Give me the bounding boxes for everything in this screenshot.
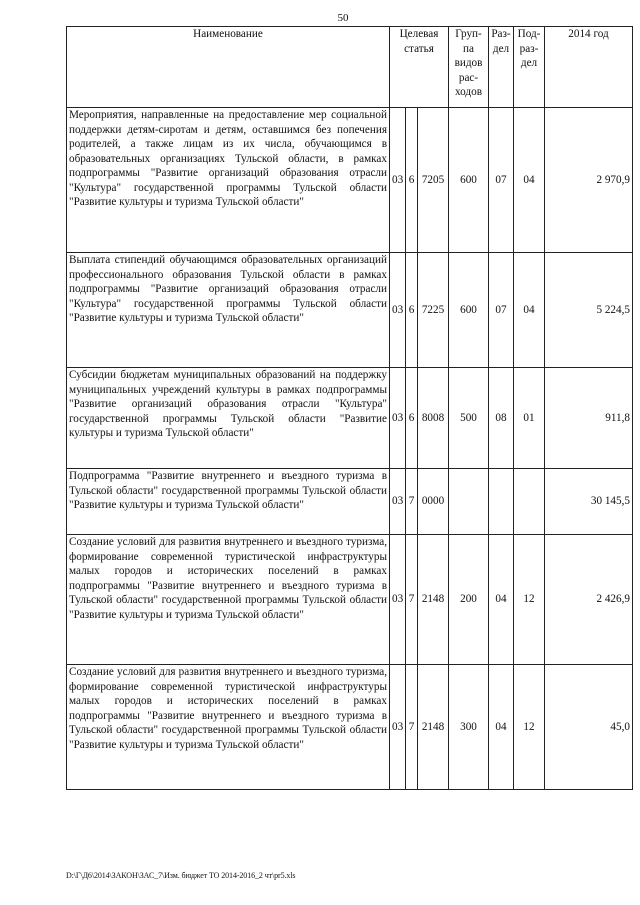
row-name: Создание условий для развития внутреннего и въездного туризма, формирование современной туристической инфраструктуры малых городов и исторических поселений в рамках подпрограммы "Развитие внутреннего и въездного туризма в Тульской области" государственной программы Тульской области "Развитие культуры и туризма Тульской области" — [67, 665, 390, 790]
row-subsection: 01 — [514, 368, 545, 469]
row-code-direction: 2148 — [418, 535, 449, 665]
row-expense-group: 200 — [449, 535, 489, 665]
row-section: 07 — [489, 253, 514, 368]
row-code-subprogram: 6 — [406, 368, 418, 469]
table-row — [67, 665, 633, 790]
row-code-program: 03 — [390, 368, 406, 469]
row-expense-group: 500 — [449, 368, 489, 469]
row-code-program: 03 — [390, 535, 406, 665]
page-number: 50 — [337, 12, 349, 24]
row-code-subprogram: 6 — [406, 108, 418, 253]
table-row — [67, 108, 633, 253]
row-subsection: 12 — [514, 535, 545, 665]
row-section: 07 — [489, 108, 514, 253]
row-code-program: 03 — [390, 665, 406, 790]
row-name: Субсидии бюджетам муниципальных образований на поддержку муниципальных учреждений культуры в рамках подпрограммы "Развитие организаций образования отрасли "Культура" государственной программы Тульской области "Развитие культуры и туризма Тульской области" — [67, 368, 390, 469]
table-row — [67, 253, 633, 368]
table-header-row — [67, 27, 633, 108]
budget-table — [66, 26, 633, 790]
row-subsection: 04 — [514, 253, 545, 368]
row-code-direction: 2148 — [418, 665, 449, 790]
row-code-subprogram: 6 — [406, 253, 418, 368]
header-name: Наименование — [67, 27, 390, 108]
row-code-program: 03 — [390, 108, 406, 253]
row-section: 08 — [489, 368, 514, 469]
row-code-program: 03 — [390, 469, 406, 535]
row-amount: 30 145,5 — [545, 469, 633, 535]
row-expense-group — [449, 469, 489, 535]
row-section: 04 — [489, 665, 514, 790]
row-code-direction: 8008 — [418, 368, 449, 469]
row-amount: 911,8 — [545, 368, 633, 469]
row-code-direction: 7225 — [418, 253, 449, 368]
row-code-direction: 0000 — [418, 469, 449, 535]
header-subsection: Под- раз- дел — [514, 27, 545, 108]
row-subsection: 04 — [514, 108, 545, 253]
row-name: Подпрограмма "Развитие внутреннего и въездного туризма в Тульской области" государственной программы Тульской области "Развитие культуры и туризма Тульской области" — [67, 469, 390, 535]
row-code-subprogram: 7 — [406, 535, 418, 665]
header-year: 2014 год — [545, 27, 633, 108]
row-name: Создание условий для развития внутреннего и въездного туризма, формирование современной туристической инфраструктуры малых городов и исторических поселений в рамках подпрограммы "Развитие внутреннего и въездного туризма в Тульской области" государственной программы Тульской области "Развитие культуры и туризма Тульской области" — [67, 535, 390, 665]
header-section: Раз- дел — [489, 27, 514, 108]
row-section — [489, 469, 514, 535]
file-path-footer: D:\Г\Д6\2014\ЗАКОН\ЗАС_7\Изм. бюджет ТО 2014-2016_2 чт\pr5.xls — [66, 871, 296, 880]
header-target-article: Целевая статья — [390, 27, 449, 108]
table-row — [67, 469, 633, 535]
row-code-program: 03 — [390, 253, 406, 368]
row-expense-group: 600 — [449, 253, 489, 368]
row-subsection: 12 — [514, 665, 545, 790]
row-code-direction: 7205 — [418, 108, 449, 253]
row-name: Выплата стипендий обучающимся образовательных организаций профессионального образования Тульской области в рамках подпрограммы "Развитие организаций образования отрасли "Культура" государственной программы Тульской области "Развитие культуры и туризма Тульской области" — [67, 253, 390, 368]
row-expense-group: 600 — [449, 108, 489, 253]
row-amount: 45,0 — [545, 665, 633, 790]
header-expense-group: Груп- па видов рас- ходов — [449, 27, 489, 108]
row-expense-group: 300 — [449, 665, 489, 790]
table-row — [67, 368, 633, 469]
row-amount: 2 970,9 — [545, 108, 633, 253]
row-code-subprogram: 7 — [406, 665, 418, 790]
row-code-subprogram: 7 — [406, 469, 418, 535]
row-section: 04 — [489, 535, 514, 665]
table-row — [67, 535, 633, 665]
row-amount: 5 224,5 — [545, 253, 633, 368]
row-amount: 2 426,9 — [545, 535, 633, 665]
row-subsection — [514, 469, 545, 535]
row-name: Мероприятия, направленные на предоставление мер социальной поддержки детям-сиротам и детям, оставшимся без попечения родителей, а также лицам из их числа, обучающимся в образовательных организациях Тульской области, в рамках подпрограммы "Развитие организаций образования отрасли "Культура" государственной программы Тульской области "Развитие культуры и туризма Тульской области" — [67, 108, 390, 253]
